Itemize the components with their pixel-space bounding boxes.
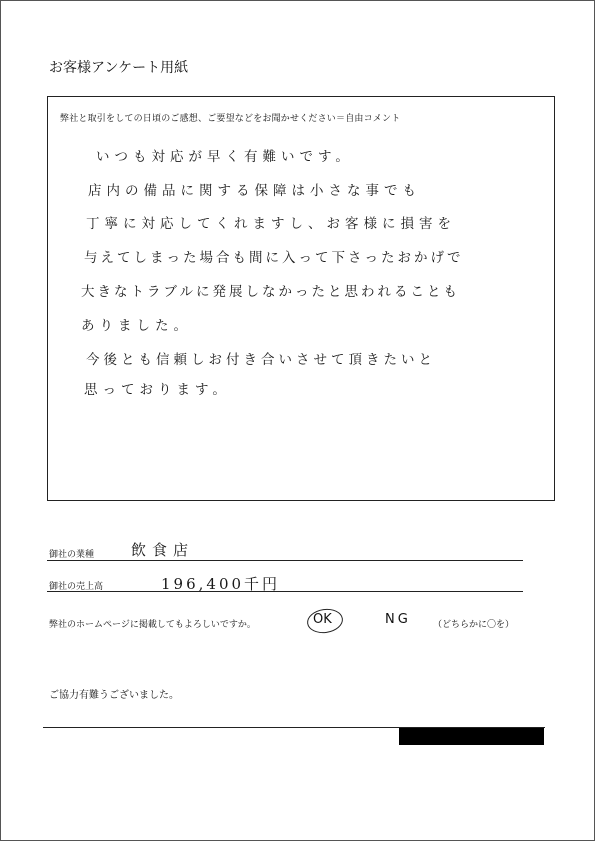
thanks-message: ご協力有難うございました。 [49,690,179,701]
option-ok: OK [313,612,332,627]
homepage-question: 弊社のホームページに掲載してもよろしいですか。 [49,620,256,630]
comment-line-7: 今後とも信頼しお付き合いさせて頂きたいと [86,352,436,368]
industry-label: 御社の業種 [49,550,95,560]
option-ng: NG [385,612,411,627]
sales-value: 196,400千円 [161,575,281,593]
comment-line-6: ありました。 [81,318,192,334]
comment-line-8: 思っております。 [84,382,231,398]
comment-line-3: 丁寧に対応してくれますし、お客様に損害を [86,216,456,232]
comment-line-2: 店内の備品に関する保障は小さな事でも [88,183,421,199]
industry-underline [47,560,523,561]
comment-line-4: 与えてしまった場合も間に入って下さったおかげで [84,250,464,266]
comment-line-1: いつも対応が早く有難いです。 [96,149,354,165]
comment-line-5: 大きなトラブルに発展しなかったと思われることも [81,284,460,300]
redaction-bar [399,728,544,745]
sales-underline [47,591,523,592]
sales-label: 御社の売上高 [49,582,104,592]
free-comment-box [47,96,555,501]
option-note: （どちらかに〇を） [433,620,515,630]
comment-header: 弊社と取引をしての日頃のご感想、ご要望などをお聞かせください＝自由コメント [60,114,401,124]
form-title: お客様アンケート用紙 [49,60,189,76]
industry-value: 飲食店 [131,541,195,559]
